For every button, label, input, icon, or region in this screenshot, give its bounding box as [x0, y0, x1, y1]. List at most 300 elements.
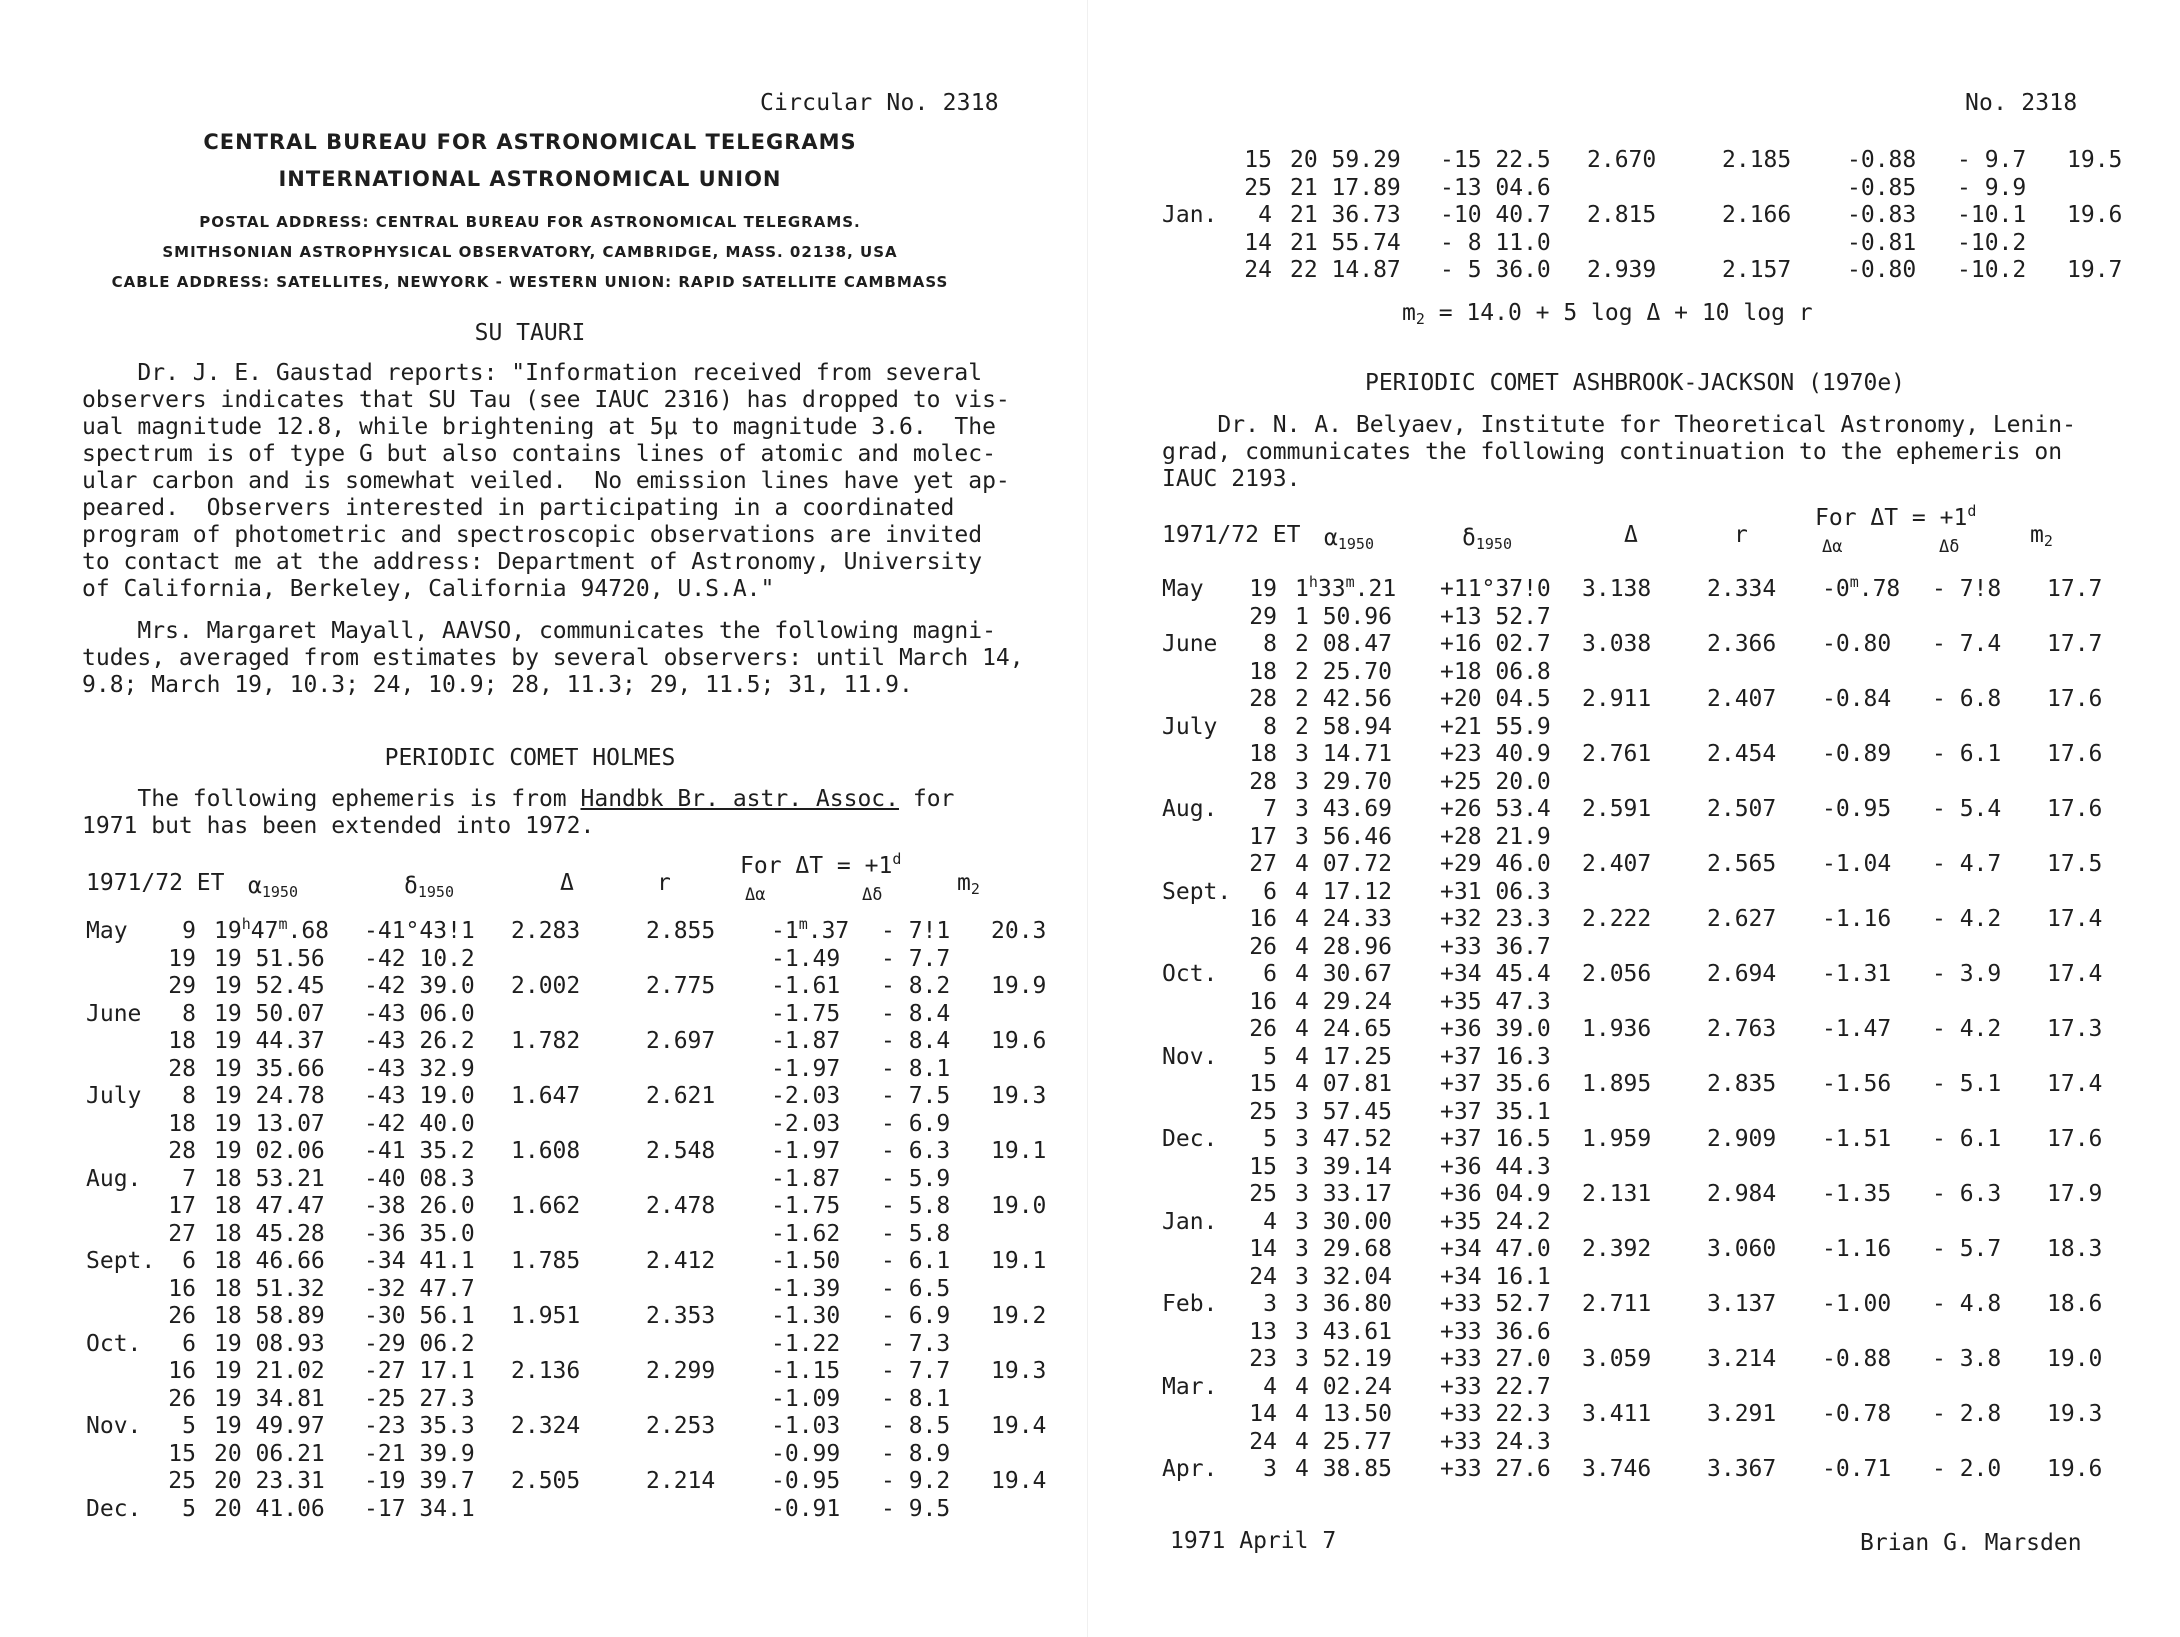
dec-variation-cell: - 7!1: [881, 918, 951, 944]
geocentric-distance-cell: 2.711: [1582, 1291, 1652, 1317]
month-cell: [86, 1111, 156, 1139]
day-cell: 4: [1258, 202, 1272, 228]
header-for-dt-unit-right: d: [1967, 502, 1977, 520]
day-cell: 19: [168, 945, 196, 972]
day-cell: 18: [168, 1028, 196, 1054]
geocentric-distance-cell: [511, 1441, 646, 1469]
month-cell: [86, 946, 156, 974]
right-ascension-cell: 18 58.89: [214, 1303, 325, 1329]
day-cell: 9: [182, 918, 196, 944]
heliocentric-distance-cell: 2.694: [1707, 961, 1777, 987]
dec-variation-cell: - 9.5: [881, 1495, 951, 1522]
header-geocentric-distance: Δ: [560, 870, 574, 896]
right-ascension-cell: 4 24.33: [1295, 906, 1392, 932]
day-cell: 26: [1249, 1016, 1277, 1042]
ra-variation-cell: [1822, 714, 1932, 742]
right-ascension-cell: 3 56.46: [1295, 823, 1392, 850]
geocentric-distance-cell: [1582, 1044, 1707, 1072]
geocentric-distance-cell: [1582, 659, 1707, 687]
header-delta-right: [1462, 525, 1512, 551]
heliocentric-distance-cell: [646, 1496, 771, 1524]
declination-cell: -43 26.2: [364, 1028, 475, 1054]
day-cell: 6: [182, 1248, 196, 1274]
ra-variation-cell: -0.83: [1847, 202, 1917, 228]
dec-variation-cell: - 8.4: [881, 1000, 951, 1027]
mayall-line: 9.8; March 19, 10.3; 24, 10.9; 28, 11.3; 29, 11.5; 31, 11.9.: [82, 672, 913, 698]
right-ascension-cell: 21 36.73: [1290, 202, 1401, 228]
right-ascension-cell: 18 53.21: [214, 1165, 325, 1192]
right-ascension-cell: 2 58.94: [1295, 713, 1392, 740]
right-ascension-cell: 3 30.00: [1295, 1208, 1392, 1235]
month-cell: [1162, 934, 1237, 962]
ashbrook-jackson-report: [1162, 412, 2076, 493]
holmes-ephemeris-row: [86, 1138, 1071, 1166]
magnitude-cell: [2047, 769, 2122, 797]
declination-cell: +37 16.5: [1440, 1126, 1551, 1152]
heliocentric-distance-cell: 2.366: [1707, 631, 1777, 657]
heliocentric-distance-cell: 3.060: [1707, 1236, 1777, 1262]
geocentric-distance-cell: [1582, 1429, 1707, 1457]
ashbrook-ephemeris-row: [1162, 1236, 2122, 1264]
dec-variation-cell: - 4.7: [1932, 851, 2002, 877]
right-ascension-cell: 3 36.80: [1295, 1291, 1392, 1317]
holmes-ephemeris-row: [86, 1083, 1071, 1111]
ashbrook-ephemeris-row: [1162, 741, 2122, 769]
declination-cell: +35 24.2: [1440, 1208, 1551, 1235]
heliocentric-distance-cell: [1707, 1319, 1822, 1347]
magnitude-cell: [2047, 659, 2122, 687]
header-ddelta: Δδ: [862, 885, 883, 905]
geocentric-distance-cell: 2.131: [1582, 1181, 1652, 1207]
dec-variation-cell: - 8.9: [881, 1440, 951, 1467]
dec-variation-cell: [1932, 1374, 2047, 1402]
day-cell: 7: [1263, 796, 1277, 822]
ashbrook-ephemeris-row: [1162, 769, 2122, 797]
right-ascension-cell: 3 47.52: [1295, 1126, 1392, 1152]
ra-variation-cell: -1.87: [771, 1028, 841, 1054]
magnitude-cell: 17.6: [2047, 1126, 2103, 1152]
day-cell: 18: [1249, 741, 1277, 767]
holmes-intro-tail: for: [899, 786, 955, 812]
su-tauri-report: [82, 360, 1010, 603]
su-tauri-line: program of photometric and spectroscopic observations are invited: [82, 522, 983, 548]
month-cell: [86, 1056, 156, 1084]
day-cell: 8: [182, 1083, 196, 1109]
magnitude-cell: 19.1: [991, 1138, 1047, 1164]
declination-cell: +36 39.0: [1440, 1016, 1551, 1042]
geocentric-distance-cell: [1582, 879, 1707, 907]
day-cell: 8: [1263, 631, 1277, 657]
right-ascension-cell: 19 34.81: [214, 1385, 325, 1412]
month-cell: [1162, 147, 1232, 175]
geocentric-distance-cell: 1.951: [511, 1303, 581, 1329]
ra-variation-cell: -0.91: [771, 1495, 841, 1522]
ashbrook-jackson-ephemeris-table: [1162, 573, 2122, 1484]
mayall-line: tudes, averaged from estimates by several observers: until March 14,: [82, 645, 1024, 671]
declination-cell: +34 16.1: [1440, 1263, 1551, 1290]
month-cell: [1162, 1099, 1237, 1127]
holmes-ephemeris-row: [86, 1386, 1071, 1414]
geocentric-distance-cell: [1582, 989, 1707, 1017]
ra-variation-cell: -1.39: [771, 1275, 841, 1302]
declination-cell: +18 06.8: [1440, 658, 1551, 685]
dec-variation-cell: - 7!8: [1932, 576, 2002, 602]
declination-cell: +26 53.4: [1440, 796, 1551, 822]
geocentric-distance-cell: [1582, 1209, 1707, 1237]
ra-variation-cell: -0.95: [1822, 796, 1892, 822]
dec-variation-cell: - 6.9: [881, 1303, 951, 1329]
geocentric-distance-cell: 2.392: [1582, 1236, 1652, 1262]
day-cell: 29: [1249, 603, 1277, 630]
heliocentric-distance-cell: 2.909: [1707, 1126, 1777, 1152]
geocentric-distance-cell: 3.038: [1582, 631, 1652, 657]
ra-variation-cell: [1822, 1154, 1932, 1182]
ra-variation-cell: -0$^m$.78: [1822, 573, 1901, 602]
geocentric-distance-cell: 1.959: [1582, 1126, 1652, 1152]
ashbrook-ephemeris-row: [1162, 1264, 2122, 1292]
magnitude-cell: 19.6: [2067, 202, 2123, 228]
ra-variation-cell: -1.75: [771, 1000, 841, 1027]
right-ascension-cell: 18 51.32: [214, 1275, 325, 1302]
magnitude-cell: [2067, 175, 2147, 203]
minute-mark: m: [1849, 573, 1859, 591]
ra-variation-cell: -1.97: [771, 1055, 841, 1082]
day-cell: 15: [168, 1440, 196, 1467]
right-ascension-cell: 4 13.50: [1295, 1401, 1392, 1427]
heliocentric-distance-cell: [646, 946, 771, 974]
right-ascension-cell: 3 52.19: [1295, 1346, 1392, 1372]
dec-variation-cell: [1932, 824, 2047, 852]
magnitude-cell: [2047, 1374, 2122, 1402]
su-tauri-line: observers indicates that SU Tau (see IAUC 2316) has dropped to vis-: [82, 387, 1010, 413]
heliocentric-distance-cell: [1707, 1264, 1822, 1292]
month-cell: [86, 973, 156, 1001]
day-cell: 7: [182, 1165, 196, 1192]
month-cell: [86, 1028, 156, 1056]
day-cell: 25: [1249, 1181, 1277, 1207]
right-ascension-cell: 3 57.45: [1295, 1098, 1392, 1125]
union-name: INTERNATIONAL ASTRONOMICAL UNION: [278, 167, 782, 191]
magnitude-cell: 17.4: [2047, 906, 2103, 932]
declination-cell: +37 35.1: [1440, 1098, 1551, 1125]
dec-variation-cell: - 6.3: [881, 1138, 951, 1164]
header-magnitude: $m_2$: [957, 870, 980, 898]
declination-cell: -23 35.3: [364, 1413, 475, 1439]
month-cell: [1162, 741, 1237, 769]
ra-variation-cell: [1822, 934, 1932, 962]
magnitude-cell: 17.5: [2047, 851, 2103, 877]
dec-variation-cell: - 5.1: [1932, 1071, 2002, 1097]
magnitude-cell: 19.6: [991, 1028, 1047, 1054]
month-cell: July: [86, 1083, 142, 1109]
dec-variation-cell: [1932, 989, 2047, 1017]
mayall-report: [82, 618, 1024, 699]
day-cell: 15: [1249, 1153, 1277, 1180]
ashbrook-ephemeris-row: [1162, 879, 2122, 907]
geocentric-distance-cell: [511, 1166, 646, 1194]
heliocentric-distance-cell: [1707, 824, 1822, 852]
ashbrook-ephemeris-row: [1162, 659, 2122, 687]
heliocentric-distance-cell: [646, 1386, 771, 1414]
day-cell: 19: [1249, 576, 1277, 602]
month-cell: [1162, 1319, 1237, 1347]
heliocentric-distance-cell: 2.507: [1707, 796, 1777, 822]
heliocentric-distance-cell: 2.984: [1707, 1181, 1777, 1207]
month-cell: Jan.: [1162, 202, 1218, 228]
ra-variation-cell: -0.71: [1822, 1456, 1892, 1482]
heliocentric-distance-cell: 2.214: [646, 1468, 716, 1494]
declination-cell: +36 44.3: [1440, 1153, 1551, 1180]
heliocentric-distance-cell: [1707, 714, 1822, 742]
header-alpha: [248, 873, 298, 899]
right-ascension-cell: 4 17.25: [1295, 1043, 1392, 1070]
heliocentric-distance-cell: [1707, 879, 1822, 907]
month-cell: [86, 1276, 156, 1304]
magnitude-cell: [991, 1056, 1071, 1084]
dec-variation-cell: - 4.2: [1932, 906, 2002, 932]
month-cell: [1162, 1264, 1237, 1292]
formula-m-subscript: 2: [1415, 310, 1425, 328]
right-ascension-cell: 19 44.37: [214, 1028, 325, 1054]
dec-variation-cell: - 3.8: [1932, 1346, 2002, 1372]
right-ascension-cell: 4 07.72: [1295, 851, 1392, 877]
ashbrook-ephemeris-row: [1162, 1319, 2122, 1347]
day-cell: 8: [182, 1000, 196, 1027]
header-date: 1971/72 ET: [86, 870, 225, 896]
month-cell: Apr.: [1162, 1456, 1218, 1482]
day-cell: 16: [1249, 988, 1277, 1015]
geocentric-distance-cell: 1.608: [511, 1138, 581, 1164]
circular-number: Circular No. 2318: [760, 90, 999, 116]
ra-variation-cell: -1.49: [771, 945, 841, 972]
magnitude-cell: [2047, 714, 2122, 742]
magnitude-cell: 17.6: [2047, 686, 2103, 712]
month-cell: [1162, 906, 1237, 934]
right-ascension-cell: 3 14.71: [1295, 741, 1392, 767]
month-cell: Feb.: [1162, 1291, 1218, 1317]
ashbrook-ephemeris-row: [1162, 1181, 2122, 1209]
right-ascension-cell: 2 25.70: [1295, 658, 1392, 685]
month-cell: Aug.: [1162, 796, 1218, 822]
geocentric-distance-cell: 2.002: [511, 973, 581, 999]
declination-cell: -13 04.6: [1440, 174, 1551, 201]
right-ascension-cell: 18 45.28: [214, 1220, 325, 1247]
dec-variation-cell: - 5.7: [1932, 1236, 2002, 1262]
declination-cell: +13 52.7: [1440, 603, 1551, 630]
right-ascension-cell: 4 30.67: [1295, 961, 1392, 987]
declination-cell: +25 20.0: [1440, 768, 1551, 795]
right-ascension-cell: 19$^h$47$^m$.68: [214, 915, 330, 944]
day-cell: 5: [1263, 1126, 1277, 1152]
heliocentric-distance-cell: [1707, 1099, 1822, 1127]
geocentric-distance-cell: 2.222: [1582, 906, 1652, 932]
right-ascension-cell: 4 02.24: [1295, 1373, 1392, 1400]
dec-variation-cell: - 5.9: [881, 1165, 951, 1192]
right-ascension-cell: 4 07.81: [1295, 1071, 1392, 1097]
magnitude-cell: [2047, 1154, 2122, 1182]
dec-variation-cell: -10.1: [1957, 202, 2027, 228]
day-cell: 18: [1249, 658, 1277, 685]
month-cell: [1162, 257, 1232, 285]
dec-variation-cell: - 6.3: [1932, 1181, 2002, 1207]
day-cell: 27: [168, 1220, 196, 1247]
day-cell: 27: [1249, 851, 1277, 877]
day-cell: 25: [1249, 1098, 1277, 1125]
day-cell: 16: [1249, 906, 1277, 932]
day-cell: 14: [1249, 1236, 1277, 1262]
header-delta-symbol: δ: [404, 873, 418, 899]
ashbrook-ephemeris-row: [1162, 714, 2122, 742]
month-cell: [86, 1138, 156, 1166]
ra-variation-cell: [1822, 1374, 1932, 1402]
geocentric-distance-cell: [1587, 175, 1722, 203]
declination-cell: -42 40.0: [364, 1110, 475, 1137]
ra-variation-cell: -0.81: [1847, 229, 1917, 256]
geocentric-distance-cell: [511, 1111, 646, 1139]
geocentric-distance-cell: [1582, 1154, 1707, 1182]
month-cell: [86, 1193, 156, 1221]
ra-variation-cell: -1$^m$.37: [771, 915, 850, 944]
month-cell: [1162, 1181, 1237, 1209]
dec-variation-cell: - 7.7: [881, 1358, 951, 1384]
geocentric-distance-cell: 2.815: [1587, 202, 1657, 228]
month-cell: Nov.: [86, 1413, 142, 1439]
ra-variation-cell: -1.00: [1822, 1291, 1892, 1317]
header-alpha-epoch-right: 1950: [1337, 535, 1374, 553]
holmes-ephemeris-row: [86, 1001, 1071, 1029]
heliocentric-distance-cell: 3.367: [1707, 1456, 1777, 1482]
geocentric-distance-cell: [1587, 230, 1722, 258]
right-ascension-cell: 3 33.17: [1295, 1181, 1392, 1207]
month-cell: June: [1162, 631, 1218, 657]
magnitude-cell: 19.1: [991, 1248, 1047, 1274]
magnitude-cell: 19.0: [991, 1193, 1047, 1219]
month-cell: [1162, 659, 1237, 687]
ra-variation-cell: [1822, 1429, 1932, 1457]
holmes-ephemeris-row: [86, 973, 1071, 1001]
day-cell: 5: [182, 1495, 196, 1522]
heliocentric-distance-cell: 2.353: [646, 1303, 716, 1329]
holmes-ephemeris-row: [86, 1193, 1071, 1221]
dec-variation-cell: [1932, 1154, 2047, 1182]
right-ascension-cell: 19 13.07: [214, 1110, 325, 1137]
ra-variation-cell: -0.84: [1822, 686, 1892, 712]
geocentric-distance-cell: [511, 1056, 646, 1084]
right-ascension-cell: 19 52.45: [214, 973, 325, 999]
ra-variation-cell: [1822, 989, 1932, 1017]
right-ascension-cell: 4 17.12: [1295, 878, 1392, 905]
header-geocentric-distance-right: Δ: [1624, 522, 1638, 548]
header-alpha-epoch: 1950: [261, 883, 298, 901]
circular-number-right: No. 2318: [1965, 90, 2078, 116]
right-ascension-cell: 19 24.78: [214, 1083, 325, 1109]
header-magnitude-subscript: 2: [970, 880, 980, 898]
geocentric-distance-cell: [511, 1496, 646, 1524]
magnitude-formula: $m_2 = 14.0 + 5$ log Δ + 10 log r: [1402, 300, 1813, 328]
geocentric-distance-cell: 1.647: [511, 1083, 581, 1109]
heliocentric-distance-cell: [1707, 659, 1822, 687]
declination-cell: -30 56.1: [364, 1303, 475, 1329]
heliocentric-distance-cell: 2.763: [1707, 1016, 1777, 1042]
right-ascension-cell: 21 17.89: [1290, 174, 1401, 201]
ashbrook-ephemeris-row: [1162, 1401, 2122, 1429]
declination-cell: -25 27.3: [364, 1385, 475, 1412]
dec-variation-cell: [1932, 1209, 2047, 1237]
header-date-right: 1971/72 ET: [1162, 522, 1301, 548]
month-cell: May: [86, 918, 128, 944]
declination-cell: +20 04.5: [1440, 686, 1551, 712]
holmes-intro-line-2: 1971 but has been extended into 1972.: [82, 813, 595, 839]
geocentric-distance-cell: 2.761: [1582, 741, 1652, 767]
heliocentric-distance-cell: [646, 1166, 771, 1194]
holmes-ephemeris-row: [86, 1468, 1071, 1496]
day-cell: 15: [1244, 147, 1272, 173]
right-page: [1090, 0, 2180, 1637]
day-cell: 17: [168, 1193, 196, 1219]
dec-variation-cell: - 7.5: [881, 1083, 951, 1109]
right-ascension-cell: 20 23.31: [214, 1468, 325, 1494]
magnitude-cell: [991, 946, 1071, 974]
minute-mark: m: [1345, 573, 1355, 591]
ashbrook-ephemeris-row: [1162, 686, 2122, 714]
dec-variation-cell: - 2.0: [1932, 1456, 2002, 1482]
declination-cell: -10 40.7: [1440, 202, 1551, 228]
su-tauri-line: ual magnitude 12.8, while brightening at 5μ to magnitude 3.6. The: [82, 414, 996, 440]
ra-variation-cell: -1.75: [771, 1193, 841, 1219]
geocentric-distance-cell: 1.785: [511, 1248, 581, 1274]
day-cell: 17: [1249, 823, 1277, 850]
geocentric-distance-cell: 3.411: [1582, 1401, 1652, 1427]
section-title-su-tauri: SU TAURI: [474, 320, 586, 346]
declination-cell: +35 47.3: [1440, 988, 1551, 1015]
geocentric-distance-cell: [1582, 1264, 1707, 1292]
ra-variation-cell: [1822, 1044, 1932, 1072]
month-cell: [86, 1303, 156, 1331]
right-ascension-cell: 20 41.06: [214, 1495, 325, 1522]
ashbrook-ephemeris-row: [1162, 1126, 2122, 1154]
month-cell: [1162, 824, 1237, 852]
magnitude-cell: 19.9: [991, 973, 1047, 999]
month-cell: [86, 1441, 156, 1469]
hour-mark: h: [241, 915, 251, 933]
month-cell: [1162, 686, 1237, 714]
right-ascension-cell: 3 43.69: [1295, 796, 1392, 822]
declination-cell: +34 47.0: [1440, 1236, 1551, 1262]
magnitude-cell: [2047, 934, 2122, 962]
ra-variation-cell: -2.03: [771, 1110, 841, 1137]
magnitude-cell: 17.6: [2047, 741, 2103, 767]
su-tauri-line: peared. Observers interested in participating in a coordinated: [82, 495, 955, 521]
ra-variation-cell: -0.89: [1822, 741, 1892, 767]
header-heliocentric-distance-right: r: [1734, 522, 1748, 548]
magnitude-cell: 17.6: [2047, 796, 2103, 822]
ashbrook-jackson-line: Dr. N. A. Belyaev, Institute for Theoretical Astronomy, Lenin-: [1162, 412, 2076, 438]
dec-variation-cell: - 8.4: [881, 1028, 951, 1054]
month-cell: Oct.: [86, 1330, 142, 1357]
geocentric-distance-cell: 2.056: [1582, 961, 1652, 987]
dec-variation-cell: - 8.1: [881, 1385, 951, 1412]
geocentric-distance-cell: 2.283: [511, 918, 581, 944]
declination-cell: -15 22.5: [1440, 147, 1551, 173]
day-cell: 28: [168, 1138, 196, 1164]
declination-cell: +33 22.3: [1440, 1401, 1551, 1427]
month-cell: Dec.: [86, 1495, 142, 1522]
ashbrook-ephemeris-row: [1162, 934, 2122, 962]
dec-variation-cell: [1932, 1319, 2047, 1347]
right-ascension-cell: 3 43.61: [1295, 1318, 1392, 1345]
day-cell: 26: [168, 1303, 196, 1329]
holmes-ephemeris-table: [86, 915, 1071, 1523]
